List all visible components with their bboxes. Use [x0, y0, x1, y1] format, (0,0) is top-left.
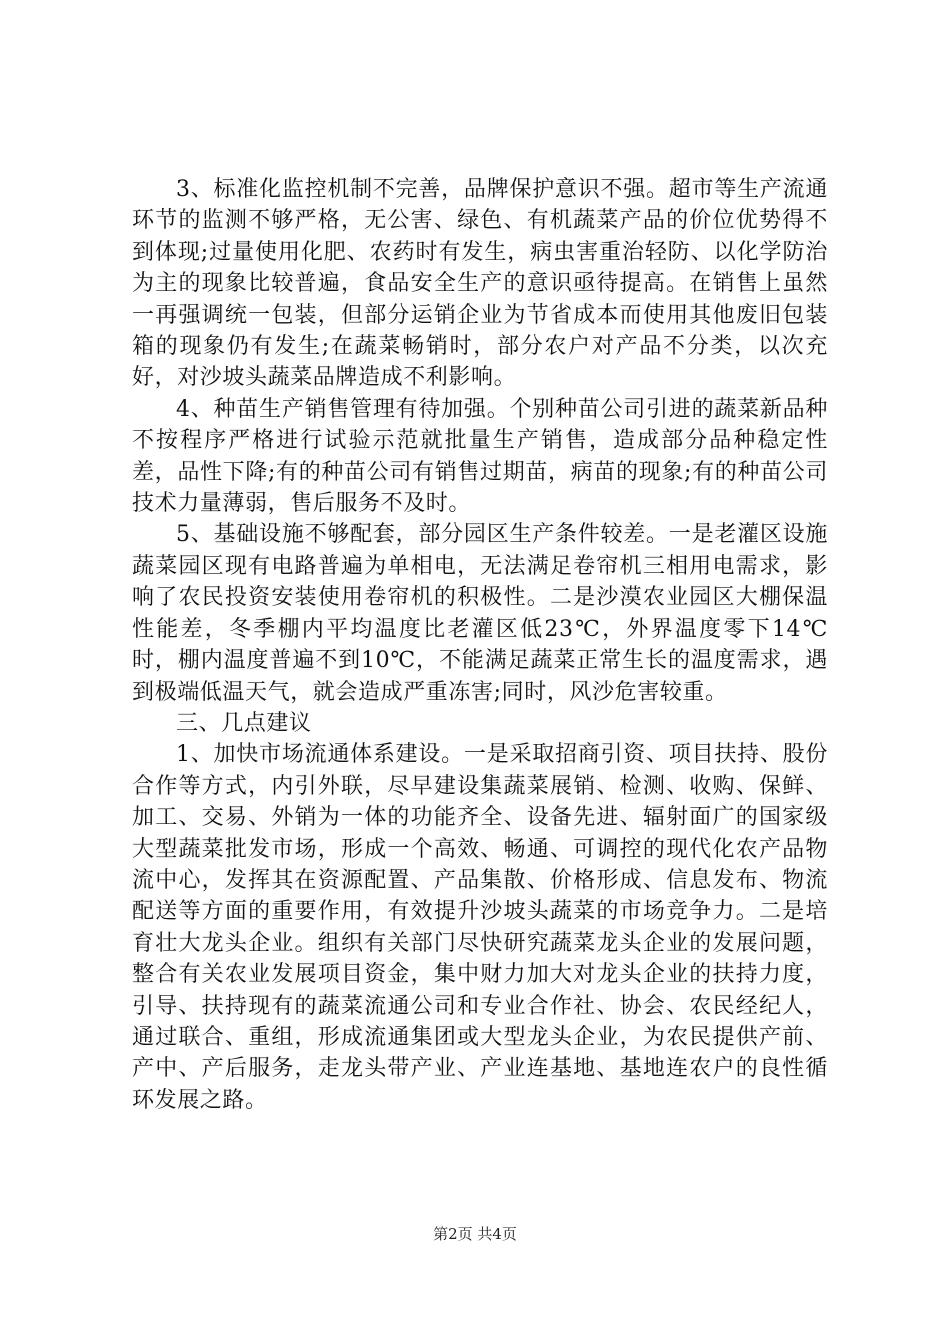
document-body: [132, 174, 828, 1116]
section-heading-suggestions: 三、几点建议: [176, 710, 312, 736]
paragraph-seedlings: 4、种苗生产销售管理有待加强。个别种苗公司引进的蔬菜新品种不按程序严格进行试验示范就批量生产销售，造成部分品种稳定性差，品性下降;有的种苗公司有销售过期苗，病苗的现象;有的种苗公司技术力量薄弱，售后服务不及时。: [132, 396, 828, 517]
paragraph-infrastructure: 5、基础设施不够配套，部分园区生产条件较差。一是老灌区设施蔬菜园区现有电路普遍为单相电，无法满足卷帘机三相用电需求，影响了农民投资安装使用卷帘机的积极性。二是沙漠农业园区大棚保温性能差，冬季棚内平均温度比老灌区低23℃，外界温度零下14℃时，棚内温度普遍不到10℃，不能满足蔬菜正常生长的温度需求，遇到极端低温天气，就会造成严重冻害;同时，风沙危害较重。: [132, 522, 828, 705]
paragraph-standardization: 3、标准化监控机制不完善，品牌保护意识不强。超市等生产流通环节的监测不够严格，无公害、绿色、有机蔬菜产品的价位优势得不到体现;过量使用化肥、农药时有发生，病虫害重治轻防、以化学防治为主的现象比较普遍，食品安全生产的意识亟待提高。在销售上虽然一再强调统一包装，但部分运销企业为节省成本而使用其他废旧包装箱的现象仍有发生;在蔬菜畅销时，部分农户对产品不分类，以次充好，对沙坡头蔬菜品牌造成不利影响。: [132, 177, 828, 391]
page-number-footer: 第2页 共4页: [433, 1225, 517, 1243]
paragraph-market-circulation: 1、加快市场流通体系建设。一是采取招商引资、项目扶持、股份合作等方式，内引外联，尽早建设集蔬菜展销、检测、收购、保鲜、加工、交易、外销为一体的功能齐全、设备先进、辐射面广的国家级大型蔬菜批发市场，形成一个高效、畅通、可调控的现代化农产品物流中心，发挥其在资源配置、产品集散、价格形成、信息发布、物流配送等方面的重要作用，有效提升沙坡头蔬菜的市场竞争力。二是培育壮大龙头企业。组织有关部门尽快研究蔬菜龙头企业的发展问题，整合有关农业发展项目资金，集中财力加大对龙头企业的扶持力度，引导、扶持现有的蔬菜流通公司和专业合作社、协会、农民经纪人，通过联合、重组，形成流通集团或大型龙头企业，为农民提供产前、产中、产后服务，走龙头带产业、产业连基地、基地连农户的良性循环发展之路。: [132, 742, 828, 1113]
